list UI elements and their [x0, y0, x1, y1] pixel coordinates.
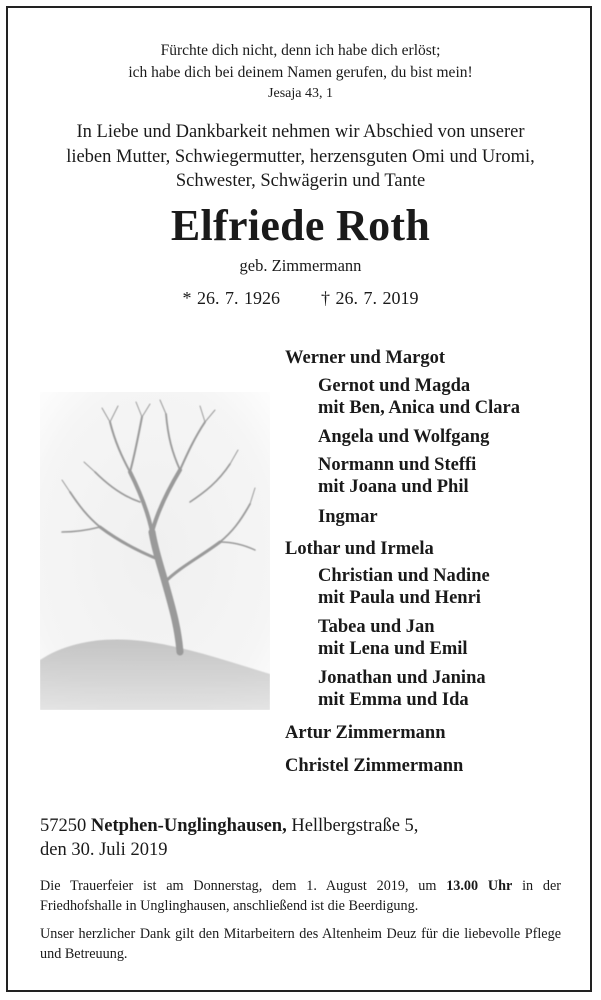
family-member-normann: Normann und Steffi mit Joana und Phil	[318, 455, 477, 497]
family-member-gernot: Gernot und Magda mit Ben, Anica und Clara	[318, 376, 520, 418]
family-member-ingmar: Ingmar	[318, 507, 378, 527]
funeral-service-info: Die Trauerfeier ist am Donnerstag, dem 1. August 2019, um 13.00 Uhr in der Friedhofshalle in Unglinghausen, anschließend ist die Beerdigung.	[40, 878, 561, 914]
birth-date: * 26. 7. 1926	[182, 288, 280, 308]
town: Netphen-Unglinghausen,	[90, 816, 287, 836]
bible-verse-line-2: ich habe dich bei deinem Namen gerufen, du bist mein!	[128, 64, 473, 81]
life-dates	[0, 288, 601, 309]
family-member-christian: Christian und Nadine mit Paula und Henri	[318, 566, 490, 608]
family-group-werner: Werner und Margot	[285, 348, 445, 368]
notice-date: den 30. Juli 2019	[40, 839, 168, 860]
family-member-angela: Angela und Wolfgang	[318, 427, 490, 447]
family-member-jonathan: Jonathan und Janina mit Emma und Ida	[318, 668, 486, 710]
maiden-name: geb. Zimmermann	[239, 256, 362, 275]
intro-line-2: lieben Mutter, Schwiegermutter, herzensguten Omi und Uromi,	[66, 146, 535, 167]
intro-line-1: In Liebe und Dankbarkeit nehmen wir Abschied von unserer	[76, 122, 525, 142]
tree-in-fog-icon	[40, 392, 270, 710]
family-member-christel: Christel Zimmermann	[285, 756, 464, 776]
bible-verse-line-1: Fürchte dich nicht, denn ich habe dich erlöst;	[160, 42, 441, 59]
family-group-lothar: Lothar und Irmela	[285, 539, 434, 559]
address-block	[40, 815, 418, 862]
deceased-name: Elfriede Roth	[170, 201, 431, 250]
intro-line-3: Schwester, Schwägerin und Tante	[175, 171, 426, 191]
death-date: † 26. 7. 2019	[321, 288, 419, 308]
street: Hellbergstraße 5,	[291, 816, 419, 836]
family-member-tabea: Tabea und Jan mit Lena und Emil	[318, 617, 468, 659]
family-member-artur: Artur Zimmermann	[285, 723, 446, 743]
thanks-text: Unser herzlicher Dank gilt den Mitarbeitern des Altenheim Deuz für die liebevolle Pflege und Betreuung.	[40, 926, 561, 962]
postcode: 57250	[40, 816, 87, 836]
bible-verse-reference: Jesaja 43, 1	[268, 86, 333, 101]
service-time: 13.00 Uhr	[446, 878, 513, 894]
